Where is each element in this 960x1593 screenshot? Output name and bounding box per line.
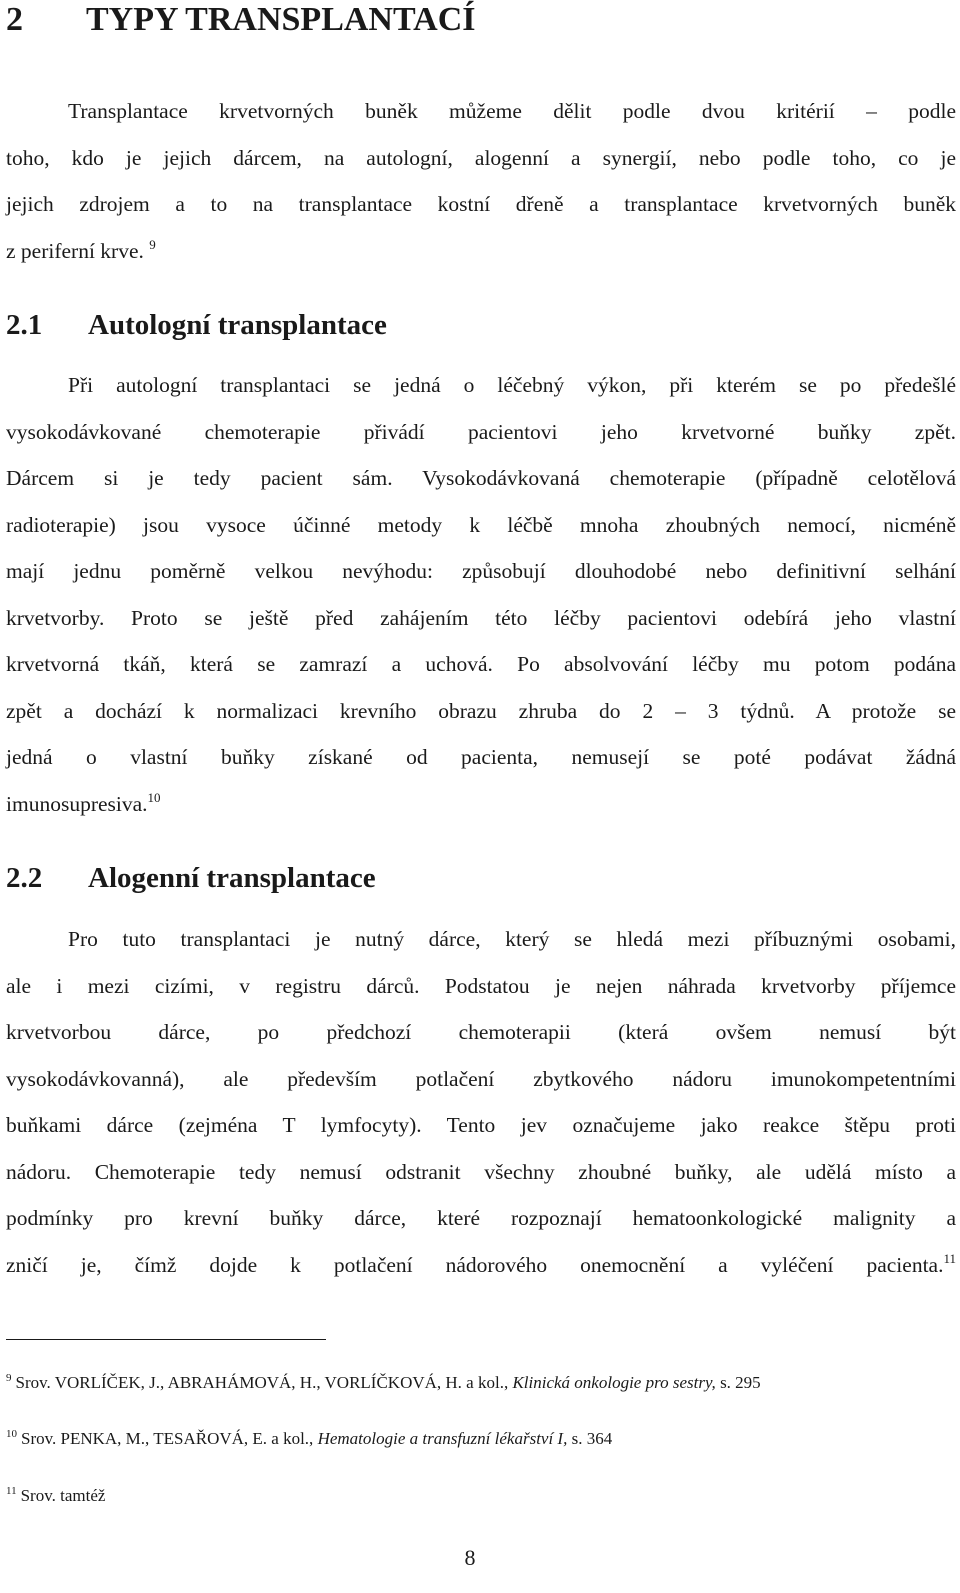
- paragraph-line: Dárcem si je tedy pacient sám. Vysokodávkovaná chemoterapie (případně celotělová: [6, 466, 956, 490]
- chapter-title: TYPY TRANSPLANTACÍ: [86, 1, 476, 38]
- section-number: 2.1: [6, 309, 43, 341]
- chapter-number: 2: [6, 1, 23, 38]
- footnote-pages: s. 295: [715, 1373, 761, 1392]
- section-heading: [6, 307, 387, 343]
- paragraph-line: nádoru. Chemoterapie tedy nemusí odstranit všechny zhoubné buňky, ale udělá místo a: [6, 1159, 956, 1184]
- footnote-separator: [6, 1339, 326, 1340]
- footnote: [6, 1428, 612, 1450]
- paragraph-line: jejich zdrojem a to na transplantace kostní dřeně a transplantace krvetvorných buněk: [6, 192, 956, 216]
- paragraph-line: krvetvorná tkáň, která se zamrazí a uchová. Po absolvování léčby mu potom podána: [6, 652, 956, 676]
- paragraph-line: Pro tuto transplantaci je nutný dárce, který se hledá mezi příbuznými osobami,: [68, 927, 956, 951]
- section-2-paragraph: [6, 916, 956, 1288]
- section-1-paragraph: [6, 362, 956, 827]
- paragraph-line: mají jednu poměrně velkou nevýhodu: způsobují dlouhodobé nebo definitivní selhání: [6, 559, 956, 583]
- section-heading: [6, 860, 376, 896]
- line-text: zničí je, čímž dojde k potlačení nádorového onemocnění a vyléčení pacienta.: [6, 1252, 944, 1277]
- footnote: [6, 1485, 105, 1507]
- footnote-text: Srov. PENKA, M., TESAŘOVÁ, E. a kol.,: [21, 1429, 318, 1448]
- paragraph-line: krvetvorby. Proto se ještě před zahájením této léčby pacientovi odebírá jeho vlastní: [6, 605, 956, 630]
- footnote-text: Srov. VORLÍČEK, J., ABRAHÁMOVÁ, H., VORLÍČKOVÁ, H. a kol.,: [15, 1373, 513, 1392]
- page-number: 8: [464, 1545, 476, 1570]
- footnote-title: Hematologie a transfuzní lékařství I,: [317, 1429, 568, 1448]
- paragraph-line: [6, 1242, 956, 1289]
- chapter-heading: [6, 0, 475, 40]
- paragraph-line: toho, kdo je jejich dárcem, na autologní, alogenní a synergií, nebo podle toho, co je: [6, 145, 956, 170]
- paragraph-line: krvetvorbou dárce, po předchozí chemoterapii (která ovšem nemusí být: [6, 1020, 956, 1044]
- line-text: imunosupresiva.: [6, 791, 148, 816]
- section-number: 2.2: [6, 862, 43, 894]
- paragraph-line: vysokodávkované chemoterapie přivádí pacientovi jeho krvetvorné buňky zpět.: [6, 419, 956, 444]
- footnote-ref: 10: [147, 789, 161, 805]
- paragraph-line: jedná o vlastní buňky získané od pacienta, nemusejí se poté podávat žádná: [6, 745, 956, 769]
- line-text: z periferní krve.: [6, 238, 144, 263]
- footnote-number: 9: [6, 1372, 12, 1384]
- paragraph-line: Při autologní transplantaci se jedná o léčebný výkon, při kterém se po předešlé: [68, 373, 956, 397]
- paragraph-line: radioterapie) jsou vysoce účinné metody k léčbě mnoha zhoubných nemocí, nicméně: [6, 512, 956, 537]
- section-title: Alogenní transplantace: [88, 862, 376, 894]
- footnote-number: 11: [6, 1485, 17, 1497]
- footnote-number: 10: [6, 1428, 17, 1440]
- paragraph-line: buňkami dárce (zejména T lymfocyty). Tento jev označujeme jako reakce štěpu proti: [6, 1113, 956, 1137]
- paragraph-line: vysokodávkovanná), ale především potlačení zbytkového nádoru imunokompetentními: [6, 1066, 956, 1091]
- paragraph-line: [6, 781, 956, 828]
- footnote-text: Srov. tamtéž: [20, 1486, 106, 1505]
- section-title: Autologní transplantace: [88, 309, 387, 341]
- footnote-ref: 9: [149, 236, 156, 252]
- paragraph-line: zpět a dochází k normalizaci krevního obrazu zhruba do 2 – 3 týdnů. A protože se: [6, 698, 956, 723]
- paragraph-line: ale i mezi cizími, v registru dárců. Podstatou je nejen náhrada krvetvorby příjemce: [6, 973, 956, 998]
- paragraph-line: podmínky pro krevní buňky dárce, které rozpoznají hematoonkologické malignity a: [6, 1206, 956, 1230]
- paragraph-line: Transplantace krvetvorných buněk můžeme dělit podle dvou kritérií – podle: [68, 99, 956, 123]
- footnote-pages: s. 364: [567, 1429, 613, 1448]
- footnote: [6, 1372, 761, 1394]
- footnote-ref: 11: [943, 1250, 956, 1266]
- intro-paragraph: [6, 88, 956, 274]
- paragraph-line: [6, 228, 956, 275]
- footnote-title: Klinická onkologie pro sestry,: [512, 1373, 716, 1392]
